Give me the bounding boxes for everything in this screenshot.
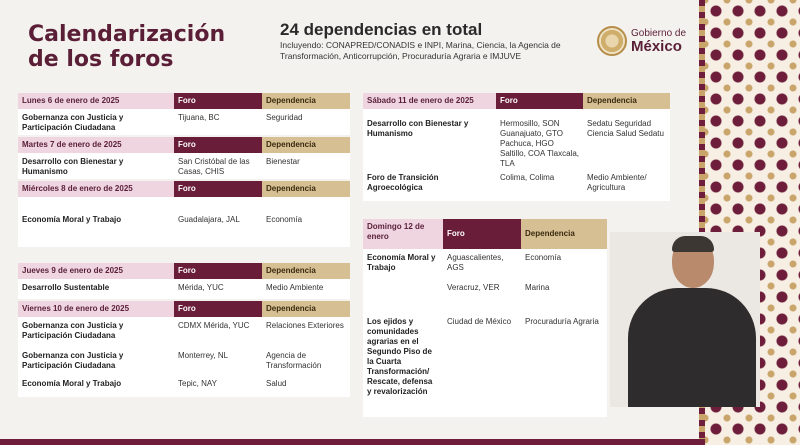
date-header: Viernes 10 de enero de 2025	[18, 301, 174, 317]
table-row: Los ejidos y comunidades agrarias en el Segundo Piso de la Cuarta Transformación/ Rescate, defensa y revalorización Ciudad de México Procuraduría Agraria	[363, 313, 607, 417]
table-row: Gobernanza con Justicia y Participación Ciudadana Tijuana, BC Seguridad	[18, 109, 350, 135]
table-martes-7	[18, 137, 350, 179]
dependencia-header: Dependencia	[521, 219, 607, 249]
foro-header: Foro	[174, 301, 262, 317]
sign-language-interpreter	[610, 232, 760, 407]
table-row: Gobernanza con Justicia y Participación Ciudadana CDMX Mérida, YUC Relaciones Exteriores	[18, 317, 350, 347]
table-jueves-9	[18, 263, 350, 299]
table-domingo-12	[363, 219, 607, 417]
dependencia-header: Dependencia	[262, 181, 350, 197]
table-row: Economía Moral y Trabajo Guadalajara, JAL Economía	[18, 197, 350, 247]
table-row: Desarrollo Sustentable Mérida, YUC Medio Ambiente	[18, 279, 350, 299]
date-header: Lunes 6 de enero de 2025	[18, 93, 174, 109]
gobierno-logo	[597, 26, 686, 56]
date-header: Jueves 9 de enero de 2025	[18, 263, 174, 279]
table-row: Economía Moral y Trabajo Tepic, NAY Salud	[18, 375, 350, 397]
table-row: Gobernanza con Justicia y Participación Ciudadana Monterrey, NL Agencia de Transformación	[18, 347, 350, 375]
table-row: Economía Moral y Trabajo Aguascalientes, AGS Economía	[363, 249, 607, 279]
table-row: Desarrollo con Bienestar y Humanismo Hermosillo, SON Guanajuato, GTO Pachuca, HGO Saltillo, COA Tlaxcala, TLA Sedatu Seguridad Ciencia Salud Sedatu	[363, 109, 670, 169]
foro-header: Foro	[174, 181, 262, 197]
dependencia-header: Dependencia	[262, 93, 350, 109]
table-viernes-10	[18, 301, 350, 397]
table-row: Desarrollo con Bienestar y Humanismo San Cristóbal de las Casas, CHIS Bienestar	[18, 153, 350, 179]
logo-line1: Gobierno de	[631, 27, 687, 39]
date-header: Domingo 12 de enero	[363, 219, 443, 249]
included-dependencies: Incluyendo: CONAPRED/CONADIS e INPI, Marina, Ciencia, la Agencia de Transformación, Anticorrupción, Procuraduría Agraria e IMJUVE	[280, 40, 561, 61]
date-header: Martes 7 de enero de 2025	[18, 137, 174, 153]
dependencia-header: Dependencia	[262, 137, 350, 153]
foro-header: Foro	[443, 219, 521, 249]
dependencia-header: Dependencia	[262, 301, 350, 317]
foro-header: Foro	[496, 93, 583, 109]
total-dependencies: 24 dependencias en total	[280, 20, 483, 39]
foro-header: Foro	[174, 93, 262, 109]
date-header: Miércoles 8 de enero de 2025	[18, 181, 174, 197]
bottom-bar	[0, 439, 705, 445]
page-title: Calendarización de los foros	[28, 22, 226, 72]
foro-header: Foro	[174, 263, 262, 279]
logo-line2: México	[631, 37, 682, 55]
table-row: Foro de Transición Agroecológica Colima, Colima Medio Ambiente/ Agricultura	[363, 169, 670, 201]
table-row: Veracruz, VER Marina	[363, 279, 607, 313]
dependencia-header: Dependencia	[262, 263, 350, 279]
table-lunes-6	[18, 93, 350, 135]
date-header: Sábado 11 de enero de 2025	[363, 93, 496, 109]
table-sabado-11	[363, 93, 670, 201]
dependencia-header: Dependencia	[583, 93, 670, 109]
table-miercoles-8	[18, 181, 350, 247]
seal-icon	[597, 26, 627, 56]
foro-header: Foro	[174, 137, 262, 153]
